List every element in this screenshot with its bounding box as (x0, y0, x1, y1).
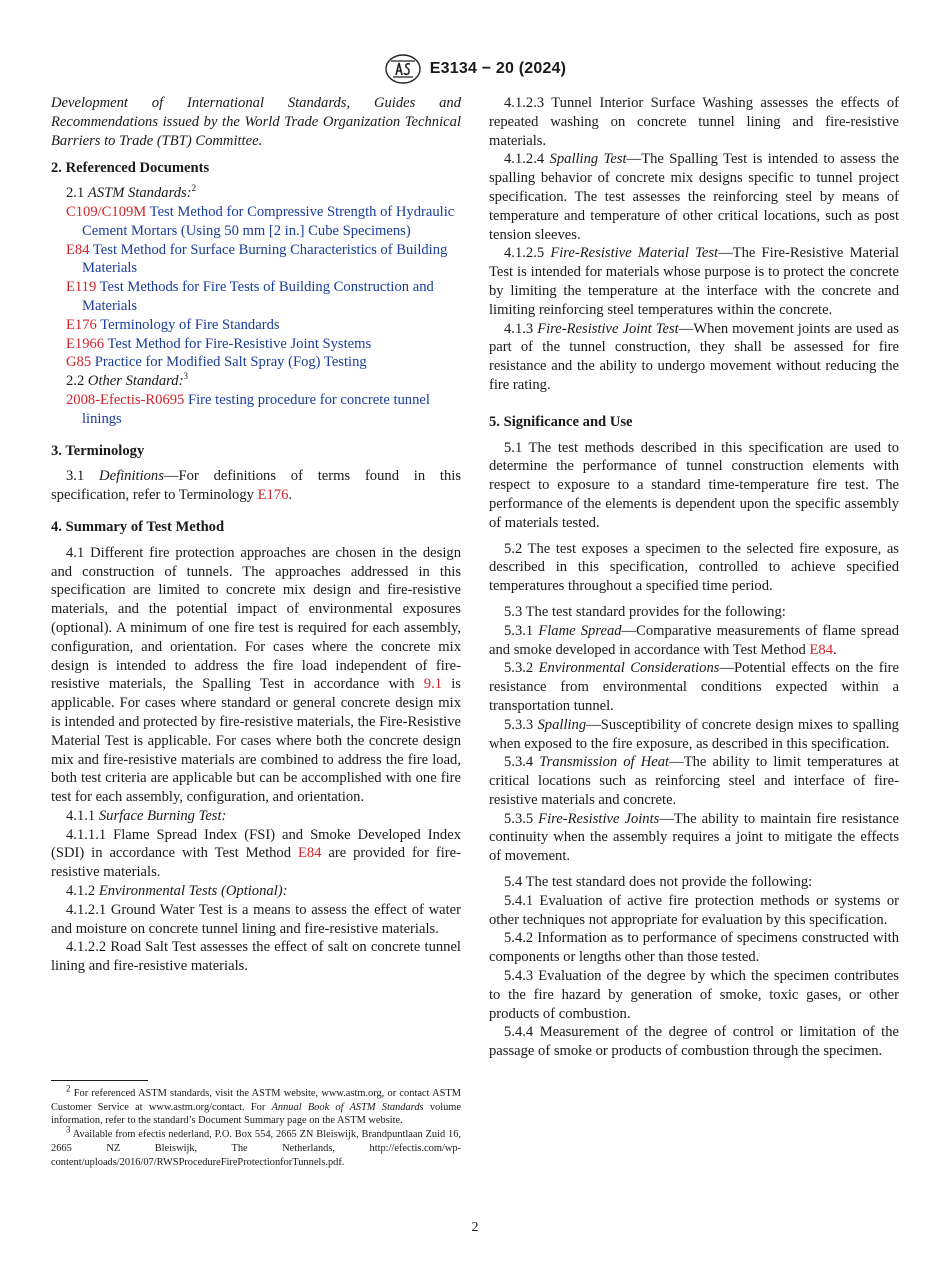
subsection-4-1-2-5: 4.1.2.5 Fire-Resistive Material Test—The Fire-Resistive Material Test is intended for materials whose purpose is to protect the concrete by limiting the temperature at the interface with the concrete and limiting reinforcing steel temperatures within the concrete. (489, 245, 900, 318)
reference-title[interactable]: Terminology of Fire Standards (100, 316, 280, 333)
reference-item[interactable] (51, 316, 461, 335)
reference-code[interactable]: E176 (66, 316, 97, 333)
left-column (51, 94, 461, 976)
reference-code[interactable]: E1966 (66, 335, 105, 352)
subsection-4-1-1-1: 4.1.1.1 Flame Spread Index (FSI) and Smoke Developed Index (SDI) in accordance with Test Method E84 are provided for fire-resistive materials. (51, 826, 461, 881)
subsection-3-1: 3.1 Definitions—For definitions of terms found in this specification, refer to Terminology E176. (51, 468, 461, 504)
subsection-4-1-2-3: 4.1.2.3 Tunnel Interior Surface Washing assesses the effects of repeated washing on concrete tunnel lining and fire-resistive materials. (489, 95, 899, 149)
reference-item[interactable] (51, 335, 461, 354)
subsection-4-1: 4.1 Different fire protection approaches are chosen in the design and construction of tunnels. The approaches addressed in this specification are limited to concrete mix design and fire-resistive materials, and the potential impact of environmental exposures (optional). A minimum of one fire test is required for each assembly, configuration, and orientation. For cases where the concrete mix design is intended to address the fire load independent of fire-resistive materials, the Spalling Test in accordance with 9.1 is applicable. For cases where standard or general concrete design mix is intended and protected by fire-resistive materials, the Fire-Resistive Material Test is applicable. For cases where both the concrete design mix and fire-resistive materials are combined to address the fire load, both test criteria are applicable but can be accomplished with one fire test for each assembly, configuration, and orientation. (51, 544, 461, 806)
subsection-5-4-1: 5.4.1 Evaluation of active fire protection methods or systems or other techniques not appropriate for evaluation by this specification. (489, 892, 899, 928)
footnote-3: $^3$ Available from efectis nederland, P.O. Box 554, 2665 ZN Bleiswijk, Brandpuntlaan Zuid 16, 2665 NZ Bleiswijk, The Netherlands, http://efectis.com/wp-content/uploads/2016/07/RWSProcedureFireProtectionforTunnels.pdf. (51, 1124, 461, 1168)
page-header (0, 52, 950, 86)
reference-title[interactable]: Fire testing procedure for concrete tunnel linings (82, 391, 430, 427)
reference-item[interactable] (51, 203, 461, 241)
subsection-4-1-2-2: 4.1.2.2 Road Salt Test assesses the effect of salt on concrete tunnel lining and fire-resistive materials. (51, 939, 461, 975)
subsection-4-1-2-4: 4.1.2.4 Spalling Test—The Spalling Test is intended to assess the spalling behavior of concrete mix designs specific to tunnel project specification. The test assesses the reinforcing steel by means of temperature and temperature of other critical locations, such as post tension sleeves. (489, 151, 899, 243)
reference-code[interactable]: E119 (66, 279, 97, 296)
reference-title[interactable]: Test Method for Fire-Resistive Joint Systems (107, 335, 372, 352)
subsection-5-3-1: 5.3.1 Flame Spread—Comparative measurements of flame spread and smoke developed in accordance with Test Method E84. (489, 622, 899, 658)
right-column (489, 94, 899, 1061)
section-2-heading: 2. Referenced Documents (51, 160, 210, 177)
footnote-rule (51, 1080, 148, 1081)
section-3-heading: 3. Terminology (51, 442, 145, 459)
subsection-5-3: 5.3 The test standard provides for the following: (504, 603, 786, 620)
page-number: 2 (471, 1220, 479, 1235)
subsection-4-1-3: 4.1.3 Fire-Resistive Joint Test—When movement joints are used as part of the tunnel construction, they shall be assessed for fire resistance and the ability to undergo movement without reducing the fire rating. (489, 320, 899, 393)
subsection-5-2: 5.2 The test exposes a specimen to the selected fire exposure, as described in this specification, controlled to achieve specified temperatures throughout a specified time period. (489, 540, 899, 595)
footnotes (51, 1080, 461, 1169)
astm-logo-icon (384, 53, 422, 85)
other-reference-item[interactable] (51, 391, 461, 429)
subsection-5-1: 5.1 The test methods described in this specification are used to determine the performance of tunnel construction elements with respect to exposure to a standard time-temperature fire test. The performance of the elements is dependent upon the specific assembly of materials tested. (489, 439, 899, 531)
subsection-5-3-4: 5.3.4 Transmission of Heat—The ability to limit temperatures at critical locations such as reinforcing steel and interface of fire-resistive materials and concrete. (489, 754, 899, 808)
reference-title[interactable]: Test Method for Compressive Strength of Hydraulic Cement Mortars (Using 50 mm [2 in.] Cube Specimens) (82, 203, 455, 239)
reference-code[interactable]: C109/C109M (66, 203, 147, 220)
subsection-4-1-2: 4.1.2 Environmental Tests (Optional): (66, 883, 288, 900)
standard-designation: E3134 − 20 (2024) (429, 60, 567, 77)
footnote-2: $^2$ For referenced ASTM standards, visit the ASTM website, www.astm.org, or contact ASTM Customer Service at www.astm.org/contact. For Annual Book of ASTM Standards volume information, refer to the standard’s Document Summary page on the ASTM website. (51, 1083, 461, 1127)
e84-link[interactable]: E84 (809, 641, 834, 658)
subsection-4-1-2-1: 4.1.2.1 Ground Water Test is a means to assess the effect of water and moisture on concrete tunnel lining and fire-resistive materials. (51, 901, 461, 937)
section-5-heading: 5. Significance and Use (489, 413, 633, 430)
subsection-5-4-2: 5.4.2 Information as to performance of specimens constructed with components or lengths other than those tested. (489, 930, 899, 966)
subsection-2-2: 2.2 Other Standard:$^3$ (66, 371, 188, 390)
reference-code[interactable]: E84 (66, 241, 90, 258)
section-4-heading: 4. Summary of Test Method (51, 518, 225, 535)
subsection-2-1: 2.1 ASTM Standards:$^2$ (66, 183, 197, 202)
subsection-5-3-2: 5.3.2 Environmental Considerations—Potential effects on the fire resistance from environmental conditions expected within a transportation tunnel. (489, 660, 899, 714)
reference-item[interactable] (51, 241, 461, 279)
subsection-5-3-5: 5.3.5 Fire-Resistive Joints—The ability to maintain fire resistance continuity when the assembly requires a joint to mitigate the effects of movement. (489, 810, 899, 865)
intro-paragraph: Development of International Standards, Guides and Recommendations issued by the World Trade Organization Technical Barriers to Trade (TBT) Committee. (51, 95, 461, 149)
subsection-5-4-3: 5.4.3 Evaluation of the degree by which the specimen contributes to the fire hazard by generation of smoke, toxic gases, or other products of combustion. (489, 968, 899, 1022)
reference-title[interactable]: Test Methods for Fire Tests of Building Construction and Materials (82, 279, 434, 314)
subsection-5-4-4: 5.4.4 Measurement of the degree of control or limitation of the passage of smoke or products of combustion through the specimen. (489, 1024, 899, 1060)
subsection-5-3-3: 5.3.3 Spalling—Susceptibility of concrete design mixes to spalling when exposed to the fire exposure, as described in this specification. (489, 716, 899, 752)
reference-item[interactable] (51, 278, 461, 316)
subsection-5-4: 5.4 The test standard does not provide the following: (504, 874, 813, 891)
subsection-4-1-1: 4.1.1 Surface Burning Test: (66, 807, 227, 824)
e84-link[interactable]: E84 (297, 845, 322, 862)
e176-link[interactable]: E176 (257, 487, 289, 504)
reference-title[interactable]: Test Method for Surface Burning Characteristics of Building Materials (82, 241, 448, 277)
reference-item[interactable] (51, 353, 461, 372)
section-9-1-link[interactable]: 9.1 (423, 676, 443, 693)
reference-title[interactable]: Practice for Modified Salt Spray (Fog) Testing (94, 354, 367, 371)
reference-code[interactable]: 2008-Efectis-R0695 (66, 391, 185, 408)
reference-code[interactable]: G85 (66, 354, 92, 371)
